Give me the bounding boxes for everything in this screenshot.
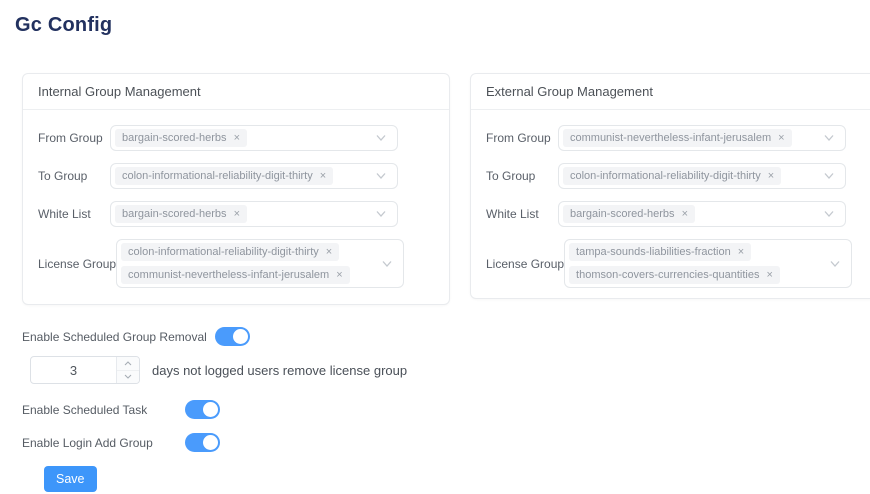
scheduled-task-toggle[interactable] (185, 400, 220, 419)
tag-list (115, 167, 333, 185)
save-button[interactable]: Save (44, 466, 97, 492)
chevron-down-icon (823, 134, 835, 142)
scheduled-task-row (22, 400, 870, 419)
to-group-label: To Group (38, 169, 88, 183)
from-group-label: From Group (38, 131, 103, 145)
from-group-label: From Group (486, 131, 551, 145)
remove-tag-icon[interactable]: × (681, 207, 688, 220)
scheduled-group-removal-label: Enable Scheduled Group Removal (22, 329, 207, 344)
scheduled-task-label: Enable Scheduled Task (22, 402, 148, 417)
tag (569, 243, 751, 261)
tag-label: bargain-scored-herbs (122, 132, 227, 144)
tag-label: colon-informational-reliability-digit-thirty (570, 170, 761, 182)
tag (563, 205, 695, 223)
tag-label: communist-nevertheless-infant-jerusalem (570, 132, 772, 144)
internal-white-list-select[interactable] (110, 201, 398, 227)
external-panel-title: External Group Management (471, 74, 870, 110)
tag (121, 266, 350, 284)
group-management-panels (22, 73, 870, 305)
toggle-knob (203, 402, 218, 417)
chevron-down-icon (375, 210, 387, 218)
days-row (30, 356, 870, 384)
internal-group-management-panel (22, 73, 450, 305)
days-input[interactable] (31, 357, 116, 383)
tag-list (563, 205, 695, 223)
tag-label: thomson-covers-currencies-quantities (576, 269, 760, 281)
remove-tag-icon[interactable]: × (233, 131, 240, 144)
days-suffix-label: days not logged users remove license group (152, 362, 408, 378)
remove-tag-icon[interactable]: × (778, 131, 785, 144)
tag (115, 205, 247, 223)
remove-tag-icon[interactable]: × (233, 207, 240, 220)
tag (115, 129, 247, 147)
external-to-group-row (486, 163, 870, 189)
tag-list (569, 243, 780, 284)
remove-tag-icon[interactable]: × (325, 245, 333, 258)
page-title: Gc Config (15, 14, 113, 36)
tag-list (121, 243, 350, 284)
tag (121, 243, 339, 261)
internal-to-group-select[interactable] (110, 163, 398, 189)
tag-list (115, 129, 247, 147)
external-from-group-row (486, 125, 870, 151)
tag-label: tampa-sounds-liabilities-fraction (576, 246, 731, 258)
toggle-knob (203, 435, 218, 450)
tag-label: communist-nevertheless-infant-jerusalem (128, 269, 330, 281)
white-list-label: White List (486, 207, 539, 221)
tag-label: colon-informational-reliability-digit-thirty (122, 170, 313, 182)
tag (563, 129, 792, 147)
days-number-input (30, 356, 140, 384)
internal-panel-body (23, 110, 449, 288)
internal-from-group-row (38, 125, 434, 151)
tag (569, 266, 780, 284)
tag-list (563, 167, 781, 185)
internal-license-group-row (38, 239, 434, 288)
remove-tag-icon[interactable]: × (319, 169, 327, 182)
remove-tag-icon[interactable]: × (766, 268, 773, 281)
login-add-group-toggle[interactable] (185, 433, 220, 452)
scheduled-group-removal-row (22, 327, 870, 346)
internal-white-list-row (38, 201, 434, 227)
to-group-label: To Group (486, 169, 536, 183)
tag-list (563, 129, 792, 147)
increment-button[interactable] (117, 357, 139, 371)
tag-label: colon-informational-reliability-digit-thirty (128, 246, 319, 258)
decrement-button[interactable] (117, 371, 139, 384)
tag-label: bargain-scored-herbs (122, 208, 227, 220)
chevron-down-icon (375, 172, 387, 180)
settings-section (22, 327, 870, 492)
external-group-management-panel (470, 73, 870, 299)
license-group-label: License Group (486, 256, 565, 271)
number-spinner (116, 357, 139, 383)
external-license-group-select[interactable] (564, 239, 852, 288)
external-white-list-row (486, 201, 870, 227)
remove-tag-icon[interactable]: × (737, 245, 745, 258)
internal-license-group-select[interactable] (116, 239, 404, 288)
remove-tag-icon[interactable]: × (336, 268, 343, 281)
chevron-down-icon (829, 260, 841, 268)
white-list-label: White List (38, 207, 91, 221)
internal-panel-title: Internal Group Management (23, 74, 449, 110)
external-panel-body (471, 110, 870, 288)
internal-to-group-row (38, 163, 434, 189)
tag-list (115, 205, 247, 223)
remove-tag-icon[interactable]: × (767, 169, 775, 182)
internal-from-group-select[interactable] (110, 125, 398, 151)
chevron-down-icon (823, 210, 835, 218)
chevron-down-icon (381, 260, 393, 268)
chevron-down-icon (823, 172, 835, 180)
external-from-group-select[interactable] (558, 125, 846, 151)
chevron-down-icon (375, 134, 387, 142)
external-white-list-select[interactable] (558, 201, 846, 227)
scheduled-group-removal-toggle[interactable] (215, 327, 250, 346)
login-add-group-row (22, 433, 870, 452)
login-add-group-label: Enable Login Add Group (22, 435, 153, 450)
toggle-knob (233, 329, 248, 344)
tag (115, 167, 333, 185)
external-license-group-row (486, 239, 870, 288)
external-to-group-select[interactable] (558, 163, 846, 189)
tag-label: bargain-scored-herbs (570, 208, 675, 220)
tag (563, 167, 781, 185)
license-group-label: License Group (38, 256, 117, 271)
